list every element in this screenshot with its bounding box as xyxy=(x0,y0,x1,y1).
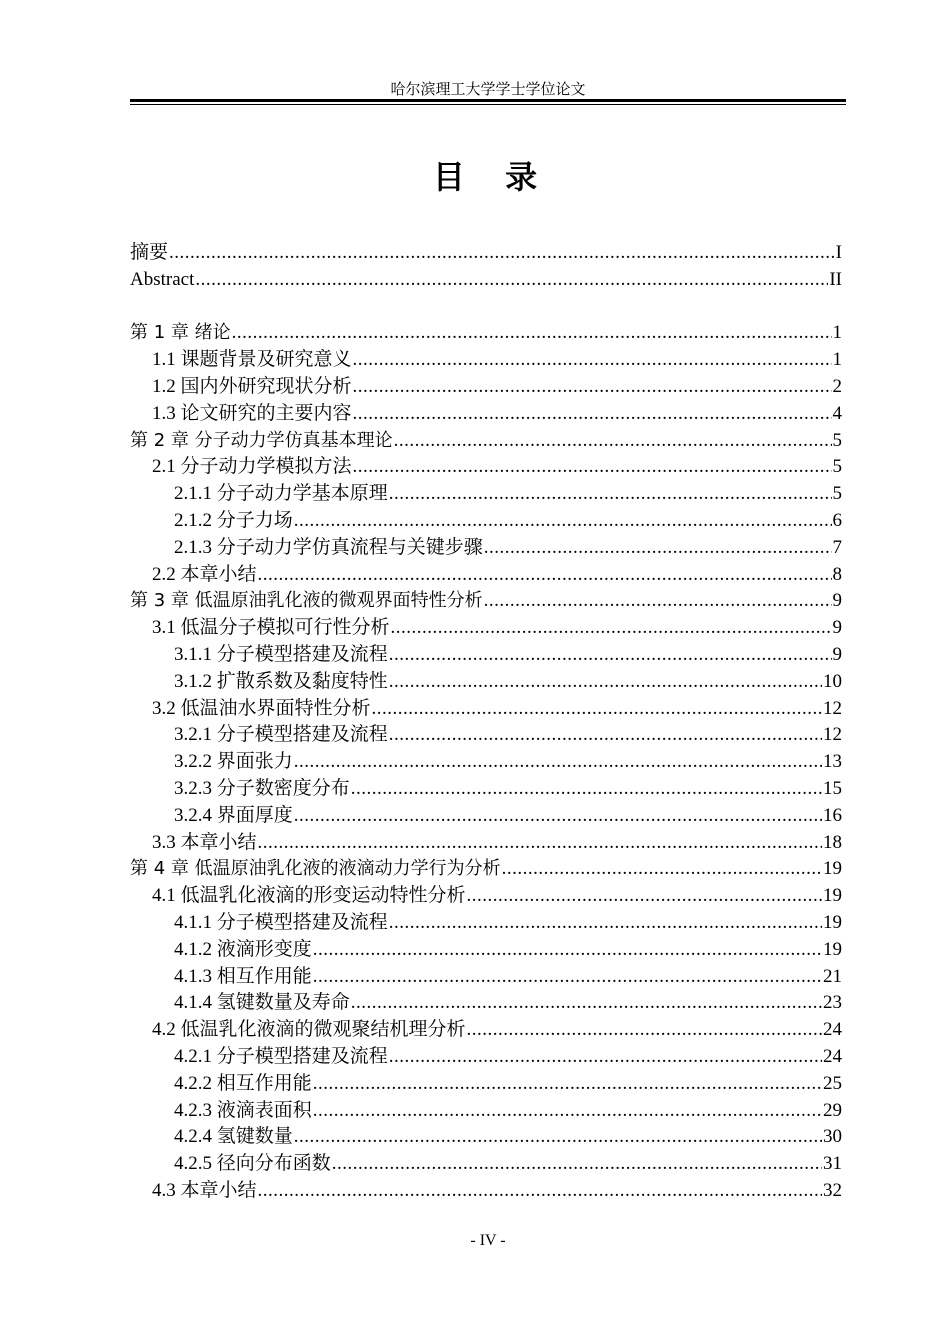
toc-entry-title: 3.3 本章小结 xyxy=(152,831,257,853)
toc-entry-title: 第 1 章 绪论 xyxy=(130,322,231,344)
toc-entry-title: 4.1.4 氢键数量及寿命 xyxy=(174,992,350,1014)
toc-entry[interactable] xyxy=(130,830,842,857)
toc-leader-dots xyxy=(389,669,822,696)
toc-leader-dots xyxy=(353,454,832,481)
toc-entry-title: 4.2.5 径向分布函数 xyxy=(174,1153,331,1175)
toc-entry[interactable] xyxy=(130,508,842,535)
toc-entry[interactable] xyxy=(130,267,842,294)
toc-leader-dots xyxy=(353,401,832,428)
toc-leader-dots xyxy=(313,964,822,991)
toc-entry[interactable] xyxy=(130,696,842,723)
toc-entry-page: 30 xyxy=(823,1126,842,1148)
toc-entry-page: 7 xyxy=(832,536,842,558)
toc-leader-dots xyxy=(294,749,822,776)
toc-entry-title: 4.3 本章小结 xyxy=(152,1179,257,1201)
toc-entry-title: 第 4 章 低温原油乳化液的液滴动力学行为分析 xyxy=(130,858,501,880)
toc-entry-page: 13 xyxy=(823,751,842,773)
toc-leader-dots xyxy=(195,267,828,294)
toc-entry-page: 9 xyxy=(832,617,842,639)
toc-leader-dots xyxy=(389,1044,822,1071)
toc-leader-dots xyxy=(313,1098,822,1125)
toc-leader-dots xyxy=(169,240,835,267)
toc-entry-page: 5 xyxy=(832,456,842,478)
toc-entry-title: 2.2 本章小结 xyxy=(152,563,257,585)
toc-entry-page: 18 xyxy=(823,831,842,853)
toc-leader-dots xyxy=(332,1151,822,1178)
toc-entry-page: 4 xyxy=(832,402,842,424)
toc-entry-page: 25 xyxy=(823,1072,842,1094)
toc-entry[interactable] xyxy=(130,883,842,910)
page-header: 哈尔滨理工大学学士学位论文 xyxy=(390,82,586,98)
toc-entry-page: 5 xyxy=(832,483,842,505)
toc-entry-page: 23 xyxy=(823,992,842,1014)
toc-entry-title: 2.1.1 分子动力学基本原理 xyxy=(174,483,388,505)
toc-entry-title: 4.2 低温乳化液滴的微观聚结机理分析 xyxy=(152,1019,466,1041)
toc-entry[interactable] xyxy=(130,588,842,615)
toc-leader-dots xyxy=(389,481,832,508)
toc-entry-title: 4.1 低温乳化液滴的形变运动特性分析 xyxy=(152,885,466,907)
toc-title: 目 录 xyxy=(432,158,544,196)
toc-leader-dots xyxy=(353,347,832,374)
toc-entry-page: 21 xyxy=(823,965,842,987)
toc-leader-dots xyxy=(258,830,822,857)
toc-leader-dots xyxy=(394,428,832,455)
toc-leader-dots xyxy=(467,1017,822,1044)
toc-entry-page: 19 xyxy=(823,911,842,933)
toc-entry-title: 3.2.2 界面张力 xyxy=(174,751,293,773)
toc-entry-title: 3.1.1 分子模型搭建及流程 xyxy=(174,643,388,665)
toc-entry[interactable] xyxy=(130,481,842,508)
toc-leader-dots xyxy=(294,1124,822,1151)
toc-leader-dots xyxy=(351,776,822,803)
toc-entry[interactable] xyxy=(130,803,842,830)
toc-entry[interactable] xyxy=(130,1017,842,1044)
toc-entry-title: 4.2.2 相互作用能 xyxy=(174,1072,312,1094)
toc-entry-title: 2.1 分子动力学模拟方法 xyxy=(152,456,352,478)
toc-entry-title: 4.1.2 液滴形变度 xyxy=(174,938,312,960)
toc-entry-page: 6 xyxy=(832,509,842,531)
toc-entry[interactable] xyxy=(130,937,842,964)
toc-entry-title: 4.2.1 分子模型搭建及流程 xyxy=(174,1045,388,1067)
toc-entry-page: 15 xyxy=(823,777,842,799)
toc-leader-dots xyxy=(467,883,822,910)
toc-entry-title: 3.1.2 扩散系数及黏度特性 xyxy=(174,670,388,692)
toc-entry-page: 24 xyxy=(823,1019,842,1041)
toc-entry-title: 摘要 xyxy=(130,242,169,263)
toc-leader-dots xyxy=(313,937,822,964)
toc-leader-dots xyxy=(372,696,822,723)
toc-entry-page: 32 xyxy=(823,1179,842,1201)
toc-entry-title: 4.2.3 液滴表面积 xyxy=(174,1099,312,1121)
toc-entry-page: 19 xyxy=(823,938,842,960)
toc-entry-title: 1.3 论文研究的主要内容 xyxy=(152,402,352,424)
toc-entry[interactable] xyxy=(130,374,842,401)
toc-leader-dots xyxy=(313,1071,822,1098)
toc-entry[interactable] xyxy=(130,1151,842,1178)
toc-entry-title: 第 2 章 分子动力学仿真基本理论 xyxy=(130,429,393,451)
toc-entry-page: 8 xyxy=(832,563,842,585)
toc-entry-title: 3.2.3 分子数密度分布 xyxy=(174,777,350,799)
toc-entry[interactable] xyxy=(130,1098,842,1125)
toc-leader-dots xyxy=(258,562,832,589)
toc-leader-dots xyxy=(294,803,822,830)
toc-entry[interactable] xyxy=(130,642,842,669)
toc-entry-page: 5 xyxy=(832,429,842,451)
toc-entry-page: 10 xyxy=(823,670,842,692)
toc-entry-page: 9 xyxy=(832,643,842,665)
toc-entry[interactable] xyxy=(130,910,842,937)
toc-entry[interactable] xyxy=(130,240,842,267)
toc-leader-dots xyxy=(351,990,822,1017)
toc-entry-title: 4.2.4 氢键数量 xyxy=(174,1126,293,1148)
toc-entry-title: 1.2 国内外研究现状分析 xyxy=(152,375,352,397)
toc-entry[interactable] xyxy=(130,776,842,803)
toc-entry-title: 1.1 课题背景及研究意义 xyxy=(152,349,352,371)
toc-entry-title: 4.1.1 分子模型搭建及流程 xyxy=(174,911,388,933)
toc-entry-title: 3.1 低温分子模拟可行性分析 xyxy=(152,617,390,639)
toc-leader-dots xyxy=(484,588,832,615)
toc-entry-page: 31 xyxy=(823,1153,842,1175)
toc-leader-dots xyxy=(389,910,822,937)
toc-entry[interactable] xyxy=(130,990,842,1017)
toc-entry-title: 2.1.3 分子动力学仿真流程与关键步骤 xyxy=(174,536,483,558)
toc-entry-page: 2 xyxy=(832,375,842,397)
toc-entry[interactable] xyxy=(130,722,842,749)
toc-entry-title: 2.1.2 分子力场 xyxy=(174,509,293,531)
toc-entry[interactable] xyxy=(130,749,842,776)
toc-entry[interactable] xyxy=(130,428,842,455)
toc-entry[interactable] xyxy=(130,454,842,481)
toc-entry-title: 第 3 章 低温原油乳化液的微观界面特性分析 xyxy=(130,590,483,612)
toc-entry-page: 1 xyxy=(832,349,842,371)
toc-entry[interactable] xyxy=(130,964,842,991)
header-rule-thick xyxy=(130,99,846,102)
toc-entry[interactable] xyxy=(130,856,842,883)
toc-entry[interactable] xyxy=(130,1044,842,1071)
toc-entry-page: 19 xyxy=(823,858,842,880)
toc-leader-dots xyxy=(391,615,832,642)
header-rule-thin xyxy=(130,104,846,105)
toc-entry-page: 29 xyxy=(823,1099,842,1121)
toc-entry-page: 19 xyxy=(823,885,842,907)
toc-leader-dots xyxy=(484,535,832,562)
toc-entry[interactable] xyxy=(130,347,842,374)
toc-entry-page: 24 xyxy=(823,1045,842,1067)
toc-entry-page: II xyxy=(829,268,842,290)
toc-entry[interactable] xyxy=(130,562,842,589)
toc-leader-dots xyxy=(353,374,832,401)
toc-leader-dots xyxy=(258,1178,822,1205)
toc-leader-dots xyxy=(232,320,832,347)
toc-entry[interactable] xyxy=(130,615,842,642)
table-of-contents xyxy=(130,240,842,1205)
toc-entry-title: 3.2.1 分子模型搭建及流程 xyxy=(174,724,388,746)
toc-entry-page: I xyxy=(835,242,842,263)
toc-entry-page: 16 xyxy=(823,804,842,826)
toc-entry-title: 3.2.4 界面厚度 xyxy=(174,804,293,826)
toc-entry[interactable] xyxy=(130,535,842,562)
toc-entry-title: 4.1.3 相互作用能 xyxy=(174,965,312,987)
toc-entry-page: 12 xyxy=(823,697,842,719)
toc-leader-dots xyxy=(502,856,822,883)
toc-entry[interactable] xyxy=(130,401,842,428)
page-number: - IV - xyxy=(470,1232,506,1249)
toc-leader-dots xyxy=(389,642,832,669)
toc-entry-title: Abstract xyxy=(130,268,195,290)
toc-entry[interactable] xyxy=(130,669,842,696)
toc-entry[interactable] xyxy=(130,1178,842,1205)
toc-entry[interactable] xyxy=(130,1071,842,1098)
toc-entry-page: 12 xyxy=(823,724,842,746)
toc-entry[interactable] xyxy=(130,1124,842,1151)
toc-entry-page: 1 xyxy=(832,322,842,344)
toc-leader-dots xyxy=(294,508,832,535)
toc-entry-page: 9 xyxy=(832,590,842,612)
toc-entry[interactable] xyxy=(130,320,842,347)
toc-entry-title: 3.2 低温油水界面特性分析 xyxy=(152,697,371,719)
toc-leader-dots xyxy=(389,722,822,749)
